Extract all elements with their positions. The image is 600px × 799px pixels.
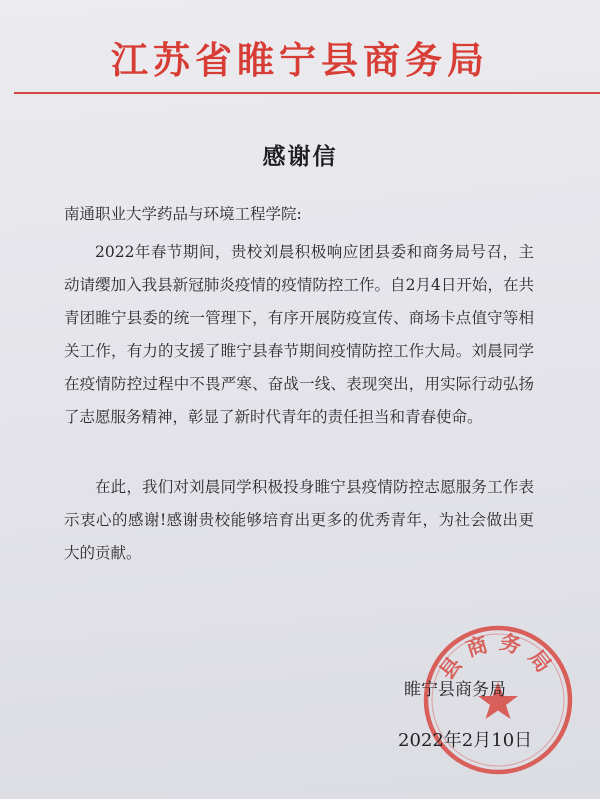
letter-paragraph: 在此，我们对刘晨同学积极投身睢宁县疫情防控志愿服务工作表示衷心的感谢!感谢贵校能够培育出更多的优秀青年，为社会做出更大的贡献。 [64,478,534,562]
letter-date: 2022年2月10日 [398,730,533,751]
letter-title: 感谢信 [262,144,338,170]
letter-paragraph: 2022年春节期间，贵校刘晨积极响应团县委和商务局号召，主动请缨加入我县新冠肺炎疫情的疫情防控工作。自2月4日开始，在共青团睢宁县委的统一管理下，有序开展防疫宣传、商场卡点值守等相关工作，有力的支援了睢宁县春节期间疫情防控工作大局。刘晨同学在疫情防控过程中不畏严寒、奋战一线、表现突出，用实际行动弘扬了志愿服务精神，彰显了新时代青年的责任担当和青春使命。 [64,243,534,426]
official-seal-stamp [420,622,576,778]
signature-organization: 睢宁县商务局 [404,680,506,700]
seal-graphic [420,622,576,778]
letterhead-divider [14,92,600,94]
seal-arc-text: 县商务局 [433,628,563,684]
letterhead-title: 江苏省睢宁县商务局 [111,38,489,82]
letter-salutation: 南通职业大学药品与环境工程学院: [64,205,302,223]
